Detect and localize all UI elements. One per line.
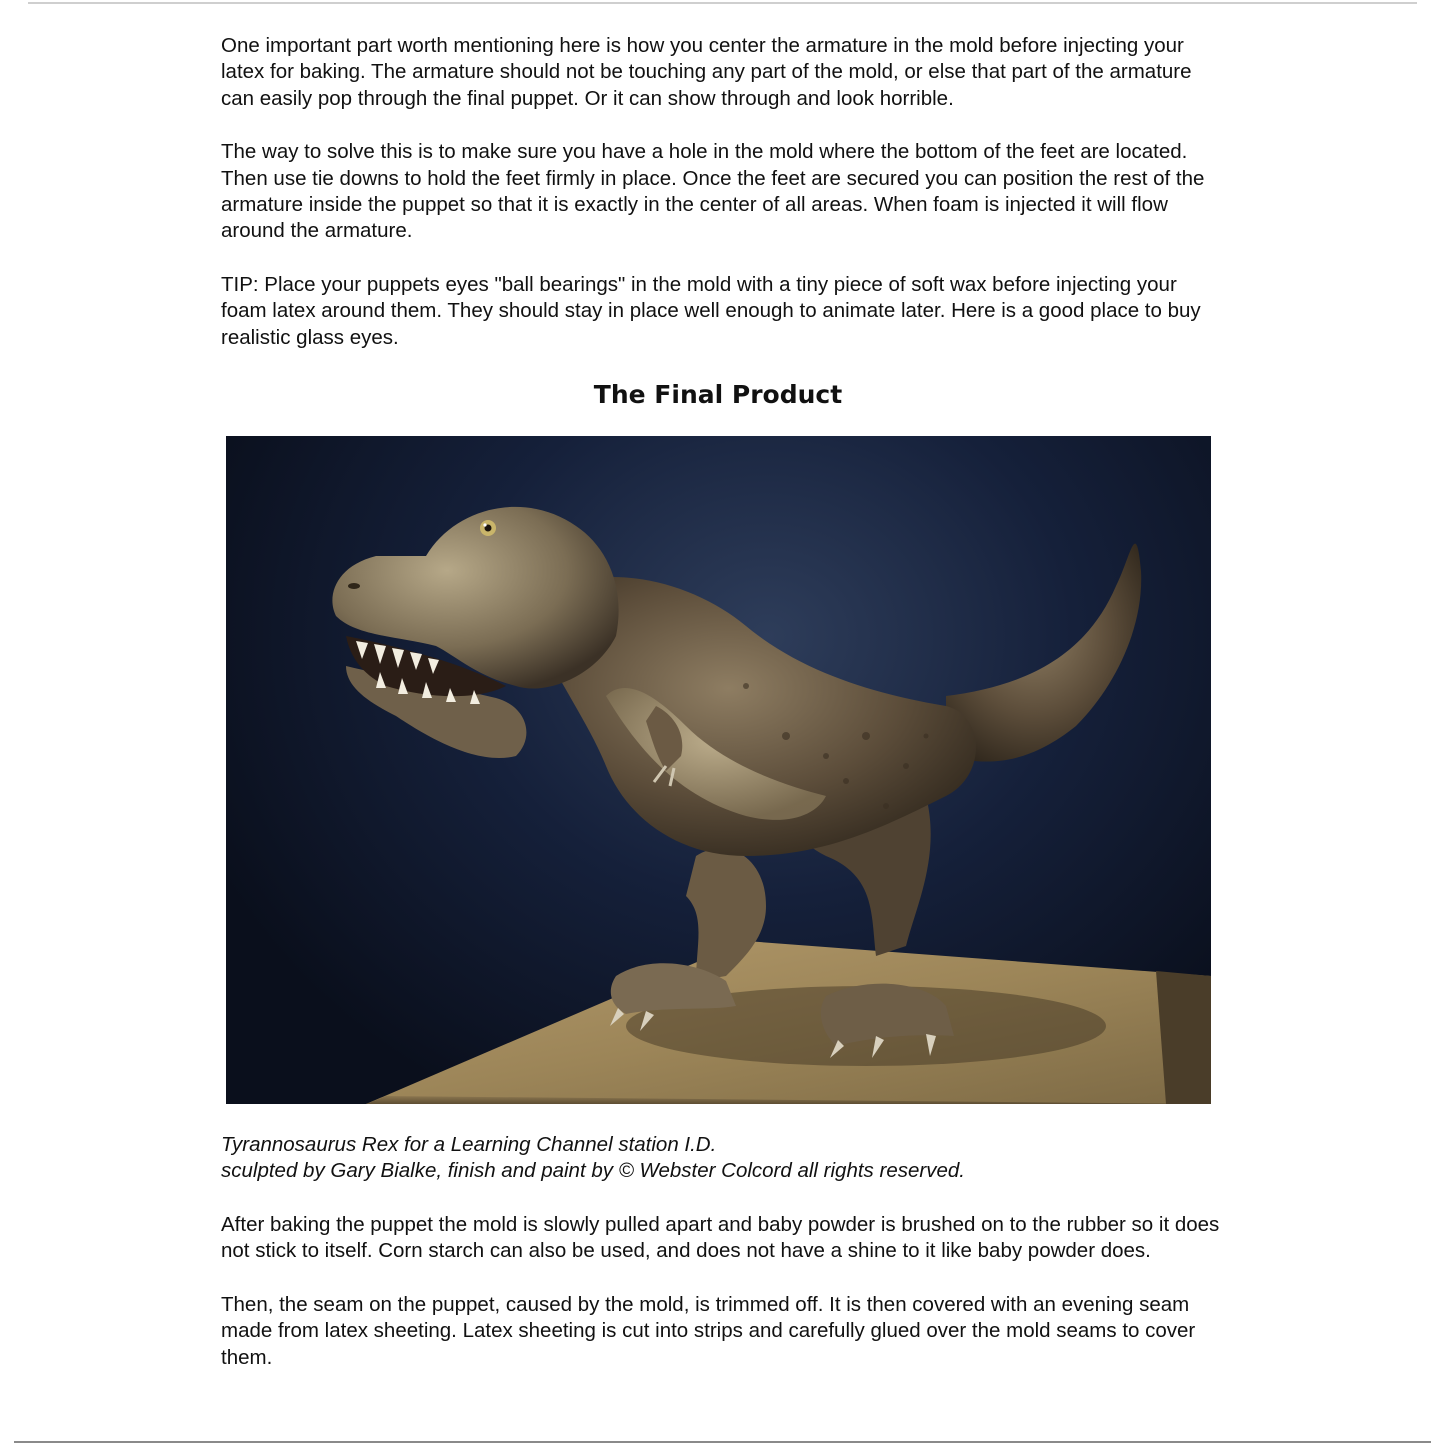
photo-caption xyxy=(221,1132,1221,1185)
paragraph-tip-eyes: TIP: Place your puppets eyes "ball bearings" in the mold with a tiny piece of soft wax before injecting your foam latex around them. They should stay in place well enough to animate later. Here is a good place to buy realistic glass eyes. xyxy=(221,272,1201,349)
paragraph-seam: Then, the seam on the puppet, caused by the mold, is trimmed off. It is then covered with an evening seam made from latex sheeting. Latex sheeting is cut into strips and carefully glued over the mold seams to cover them. xyxy=(221,1292,1196,1369)
trex-puppet-photo xyxy=(226,436,1211,1104)
caption-line-2: sculpted by Gary Bialke, finish and paint by © Webster Colcord all rights reserved. xyxy=(221,1159,965,1183)
top-divider xyxy=(28,2,1417,4)
paragraph-armature-centering: One important part worth mentioning here is how you center the armature in the mold before injecting your latex for baking. The armature should not be touching any part of the mold, or else that part of the armature can easily pop through the final puppet. Or it can show through and look horrible. xyxy=(221,34,1192,110)
paragraph-baking: After baking the puppet the mold is slowly pulled apart and baby powder is brushed on to the rubber so it does not stick to itself. Corn starch can also be used, and does not have a shine to it like baby powder does. xyxy=(221,1212,1220,1263)
bottom-divider xyxy=(14,1441,1431,1443)
section-heading: The Final Product xyxy=(593,380,843,410)
caption-line-1: Tyrannosaurus Rex for a Learning Channel station I.D. xyxy=(221,1133,717,1157)
paragraph-tie-downs: The way to solve this is to make sure you have a hole in the mold where the bottom of the feet are located. Then use tie downs to hold the feet firmly in place. Once the feet are secured you can position the rest of the armature inside the puppet so that it is exactly in the center of all areas. When foam is injected it will flow around the armature. xyxy=(221,140,1205,243)
document-body xyxy=(221,33,1221,1371)
